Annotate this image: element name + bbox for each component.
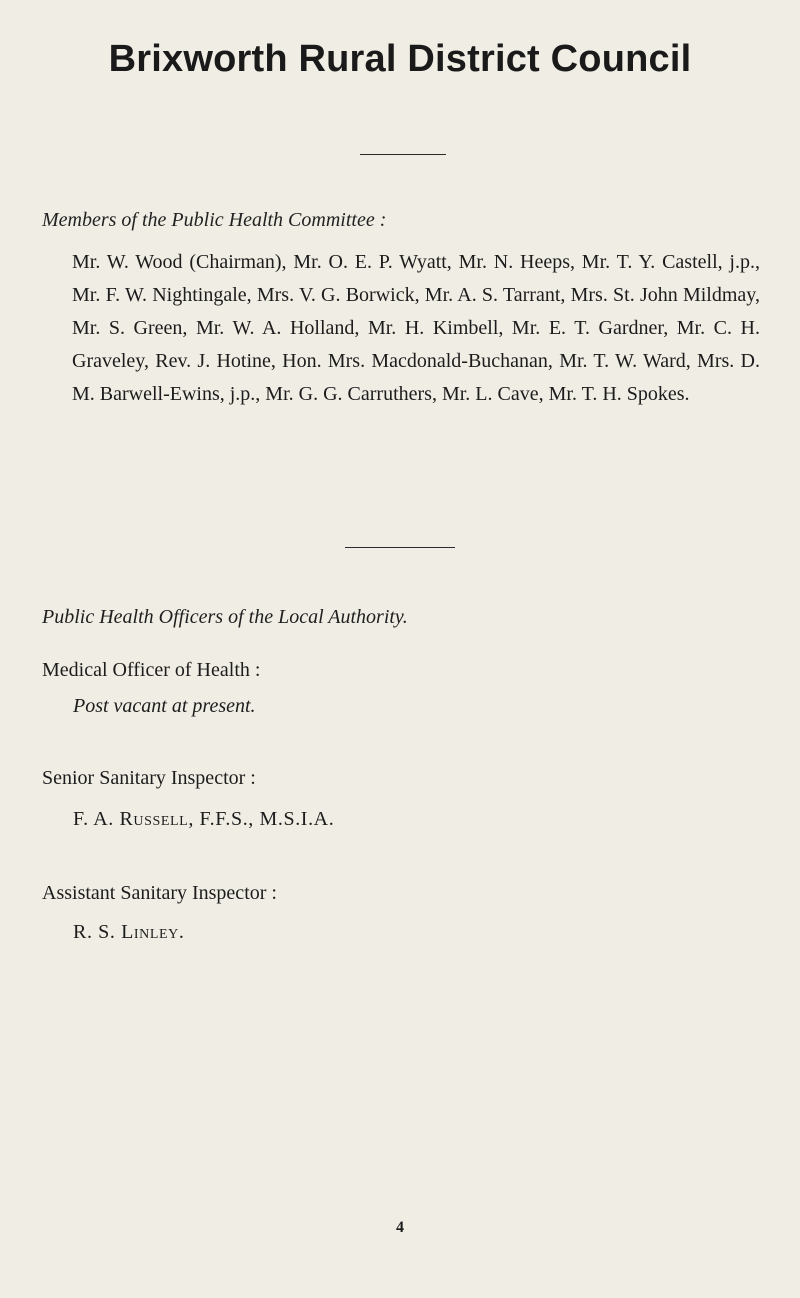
officer-holder-assistant-inspector: R. S. Linley. [73,921,185,943]
officer-holder-medical: Post vacant at present. [73,695,256,717]
page-number: 4 [396,1219,404,1236]
committee-members-text: Mr. W. Wood (Chairman), Mr. O. E. P. Wyatt, Mr. N. Heeps, Mr. T. Y. Castell, j.p., Mr. F. W. Nightingale, Mrs. V. G. Borwick, Mr. A. S. Tarrant, Mrs. St. John Mildmay, Mr. S. Green, Mr. W. A. Holland, Mr. H. Kimbell, Mr. E. T. Gardner, Mr. C. H. Graveley, Rev. J. Hotine, Hon. Mrs. Macdonald-Buchanan, Mr. T. W. Ward, Mrs. D. M. Barwell-Ewins, j.p., Mr. G. G. Carruthers, Mr. L. Cave, Mr. T. H. Spokes. [72,251,760,405]
officer-role-assistant-inspector: Assistant Sanitary Inspector : [42,882,277,904]
officer-role-medical: Medical Officer of Health : [42,659,261,681]
officer-holder-senior-inspector: F. A. Russell, F.F.S., M.S.I.A. [73,808,335,830]
divider-middle [345,547,455,548]
committee-heading: Members of the Public Health Committee : [42,209,387,231]
divider-top [360,154,446,155]
page-title: Brixworth Rural District Council [108,38,692,80]
officers-heading: Public Health Officers of the Local Authority. [42,606,408,628]
officer-role-senior-inspector: Senior Sanitary Inspector : [42,767,256,789]
committee-members [42,246,760,411]
